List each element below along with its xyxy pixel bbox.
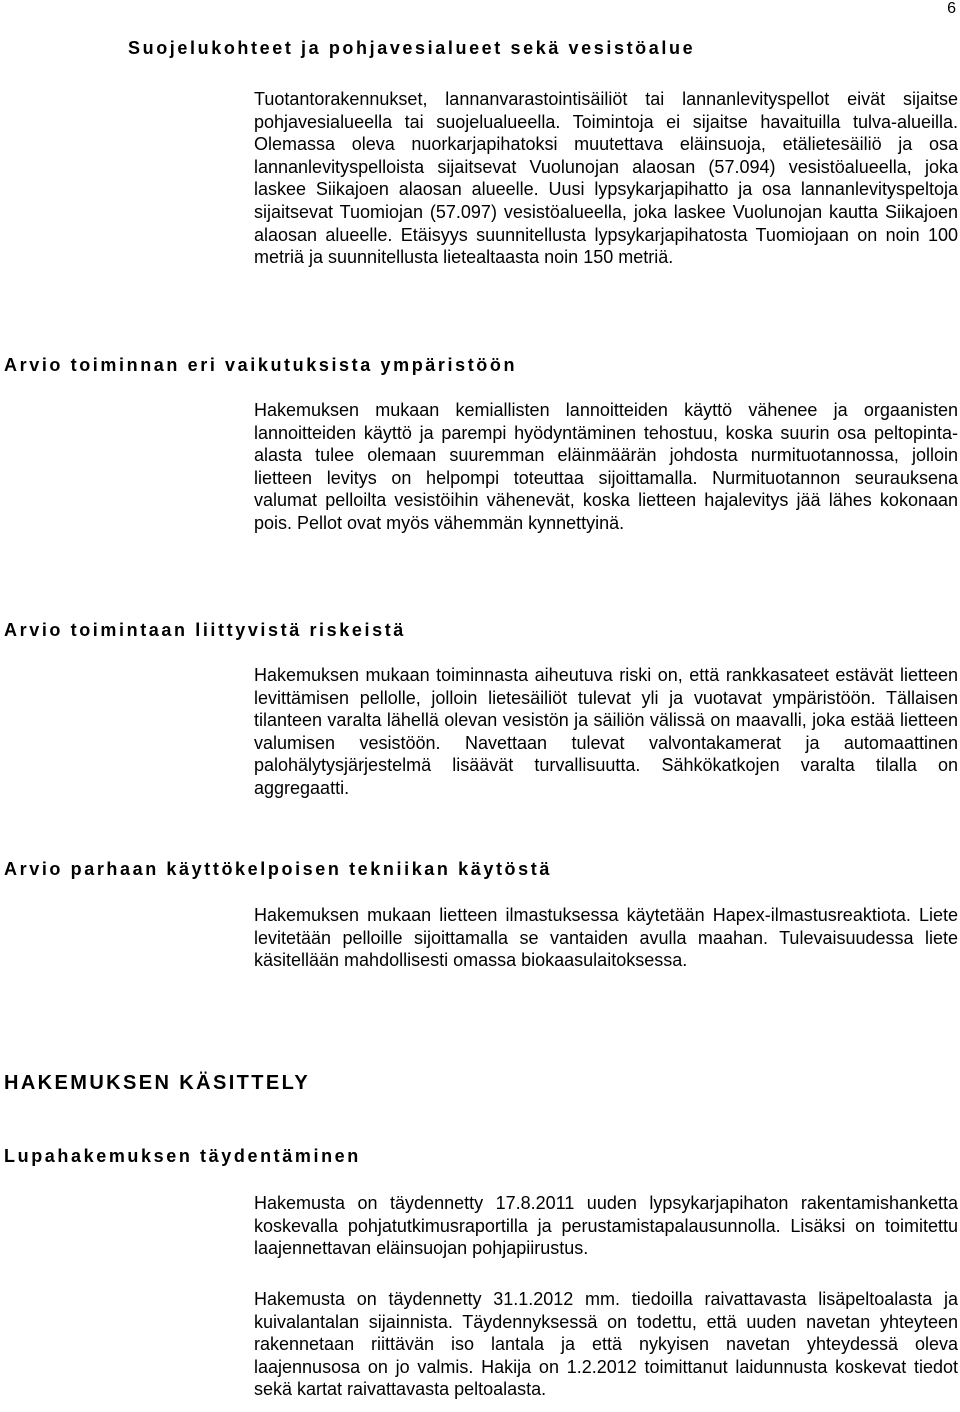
section-heading-best-available-technique: Arvio parhaan käyttökelpoisen tekniikan käytöstä: [4, 859, 552, 879]
paragraph-application-supplement-1: Hakemusta on täydennetty 17.8.2011 uuden lypsykarjapihaton rakentamishanketta koskevalla pohjatutkimusraportilla ja perustamistapalausunnolla. Lisäksi on toimitettu laajennettavan eläinsuojan pohjapiirustus.: [254, 1193, 958, 1259]
paragraph-risks: Hakemuksen mukaan toiminnasta aiheutuva riski on, että rankkasateet estävät lietteen levittämisen pellolle, jolloin lietesäiliöt tulevat yli ja vuotavat ympäristöön. Tällaisen tilanteen varalta lähellä olevan vesistön ja säiliön välissä on maavalli, joka estää lietteen valumisen vesistöön. Navettaan tulevat valvontakamerat ja automaattinen palohälytysjärjestelmä lisäävät turvallisuutta. Sähkökatkojen varalta tilalla on aggregaatti.: [254, 665, 958, 798]
page-number: 6: [947, 0, 956, 17]
section-heading-risks: Arvio toimintaan liittyvistä riskeistä: [4, 620, 406, 640]
section-heading-application-supplement: Lupahakemuksen täydentäminen: [4, 1146, 361, 1166]
section-heading-protected-areas: Suojelukohteet ja pohjavesialueet sekä vesistöalue: [128, 38, 696, 58]
section-heading-application-processing: HAKEMUKSEN KÄSITTELY: [4, 1072, 311, 1094]
paragraph-application-supplement-2: Hakemusta on täydennetty 31.1.2012 mm. tiedoilla raivattavasta lisäpeltoalasta ja kuivalantalan sijainnista. Täydennyksessä on todettu, että uuden navetan yhteyteen rakennetaan riittävän iso lantala ja että nykyisen navetan yhteydessä oleva laajennusosa on jo valmis. Hakija on 1.2.2012 toimittanut laidunnusta koskevat tiedot sekä kartat raivattavasta peltoalasta.: [254, 1289, 958, 1400]
paragraph-protected-areas: Tuotantorakennukset, lannanvarastointisäiliöt tai lannanlevityspellot eivät sijaitse pohjavesialueella tai suojelualueella. Toimintoja ei sijaitse havaituilla tulva-alueilla. Olemassa oleva nuorkarjapihatoksi muutettava eläinsuoja, etälietesäiliö ja osa lannanlevityspelloista sijaitsevat Vuolunojan alaosan (57.094) vesistöalueella, joka laskee Siikajoen alaosan alueelle. Uusi lypsykarjapihatto ja osa lannanlevityspeltoja sijaitsevat Tuomiojan (57.097) vesistöalueella, joka laskee Vuolunojan kautta Siikajoen alaosan alueelle. Etäisyys suunnitellusta lypsykarjapihatosta Tuomiojaan on noin 100 metriä ja suunnitellusta lietealtaasta noin 150 metriä.: [254, 89, 958, 268]
section-heading-environmental-effects: Arvio toiminnan eri vaikutuksista ympäristöön: [4, 355, 518, 375]
paragraph-environmental-effects: Hakemuksen mukaan kemiallisten lannoitteiden käyttö vähenee ja orgaanisten lannoitteiden käyttö ja parempi hyödyntäminen tehostuu, koska suurin osa peltopinta-alasta tulee olemaan suuremman eläinmäärän johdosta nurmituotannossa, jolloin lietteen levitys on helpompi toteuttaa sijoittamalla. Nurmituotannon seurauksena valumat pelloilta vesistöihin vähenevät, koska lietteen hajalevitys jää lähes kokonaan pois. Pellot ovat myös vähemmän kynnettyinä.: [254, 400, 958, 533]
paragraph-best-available-technique: Hakemuksen mukaan lietteen ilmastuksessa käytetään Hapex-ilmastusreaktiota. Liete levitetään pelloille sijoittamalla se vantaiden avulla maahan. Tulevaisuudessa liete käsitellään mahdollisesti omassa biokaasulaitoksessa.: [254, 905, 958, 971]
